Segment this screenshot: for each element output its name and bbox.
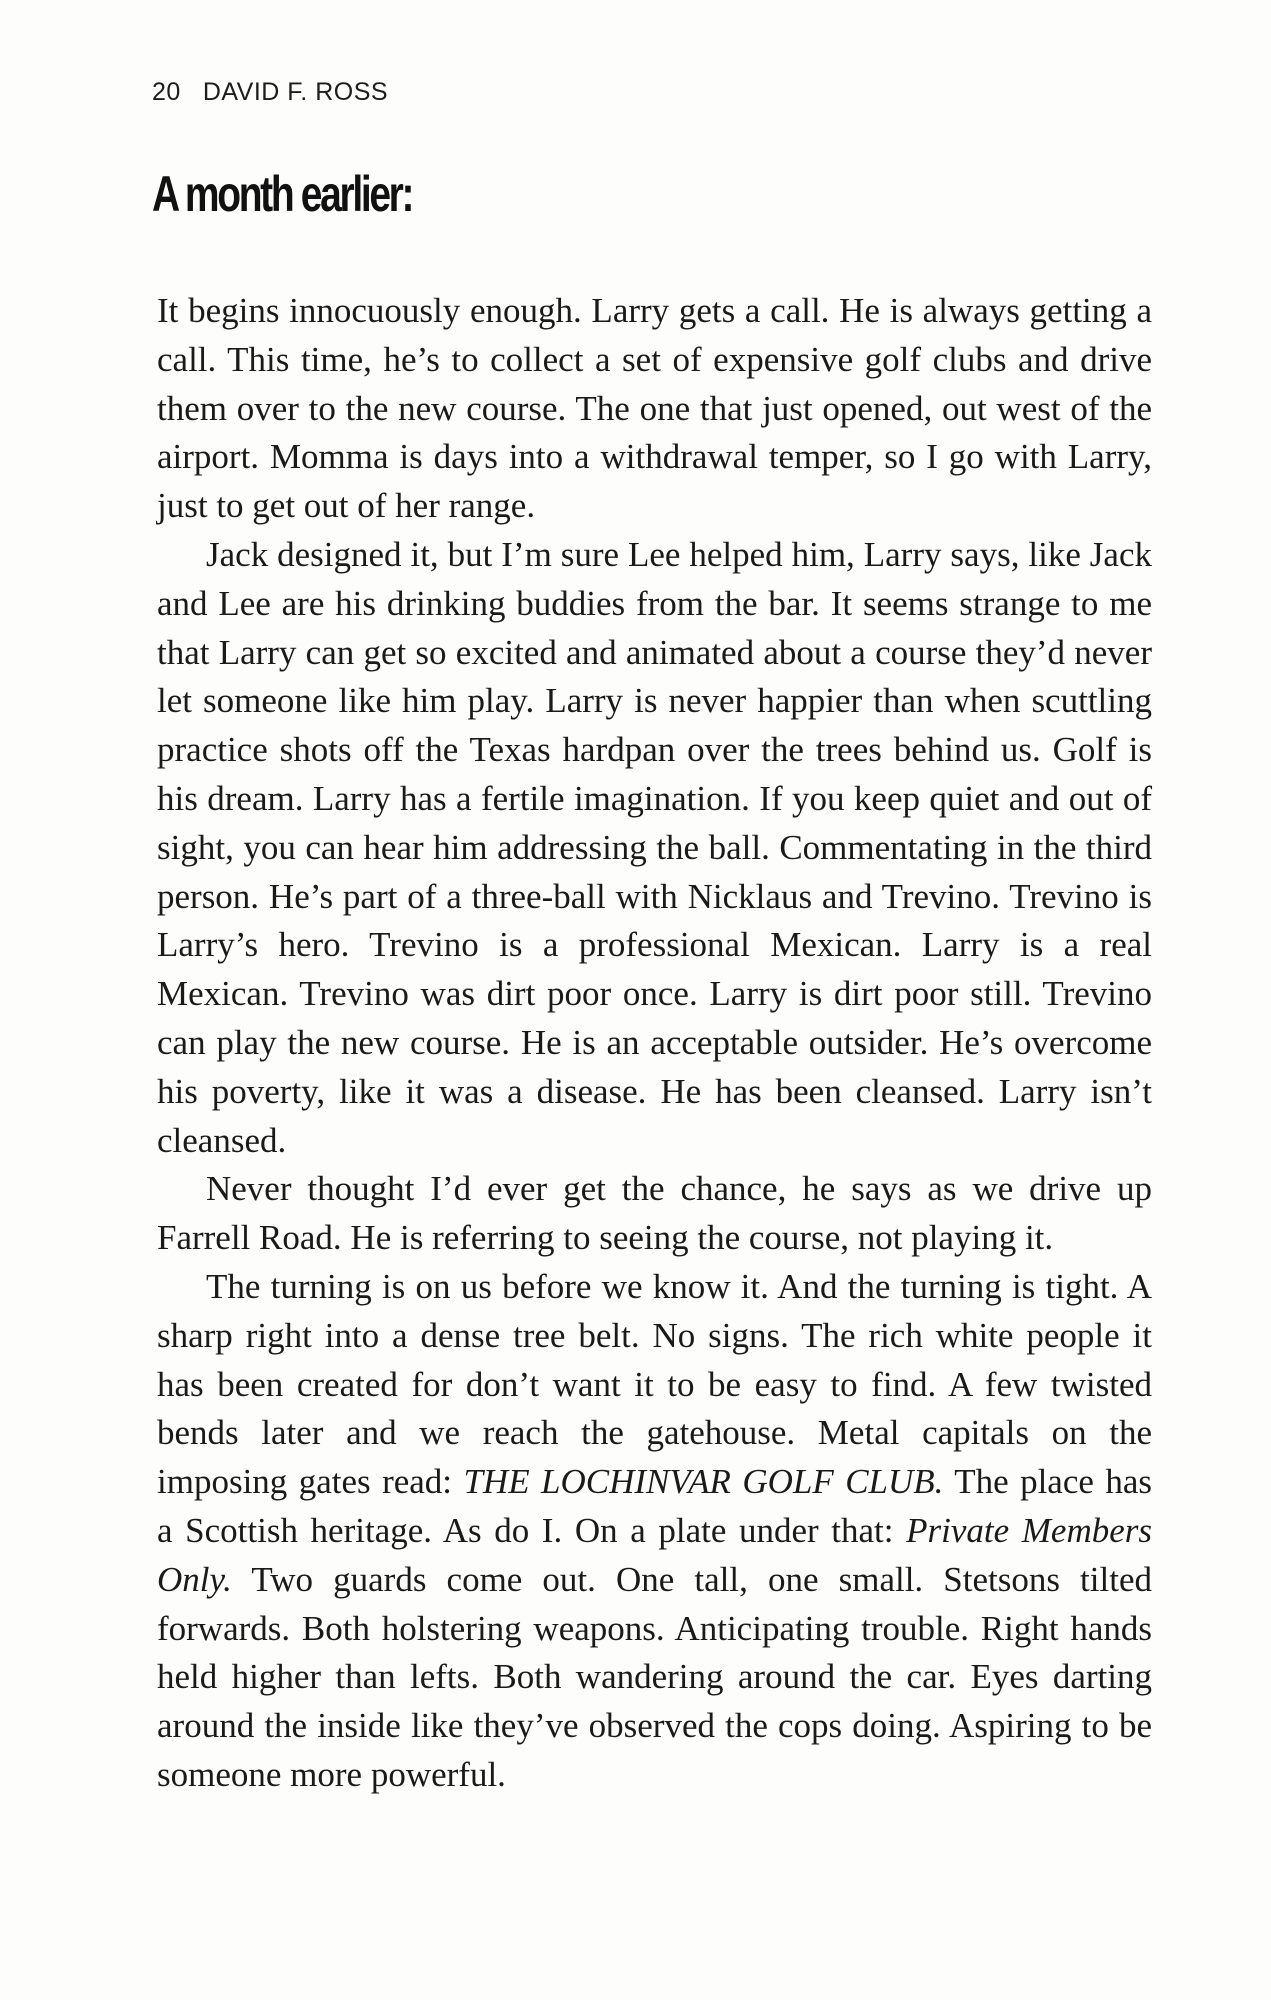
section-heading: A month earlier: [152,166,413,222]
page-number: 20 [152,78,181,106]
running-header [152,78,388,107]
paragraph-text: The place has a Scottish heritage. As do I. On a plate under that: [157,1462,1152,1550]
plate-sign-text: Private Members Only. [157,1510,1152,1599]
paragraph: Never thought I’d ever get the chance, he says as we drive up Farrell Road. He is referring to seeing the course, not playing it. [157,1169,1152,1258]
paragraph: It begins innocuously enough. Larry gets a call. He is always getting a call. This time, he’s to collect a set of expensive golf clubs and drive them over to the new course. The one that just opened, out west of the airport. Momma is days into a withdrawal temper, so I go with Larry, just to get out of her range. [157,291,1152,526]
paragraph: Jack designed it, but I’m sure Lee helped him, Larry says, like Jack and Lee are his drinking buddies from the bar. It seems strange to me that Larry can get so excited and animated about a course they’d never let someone like him play. Larry is never happier than when scuttling practice shots off the Texas hardpan over the trees behind us. Golf is his dream. Larry has a fertile imagination. If you keep quiet and out of sight, you can hear him addressing the ball. Commentating in the third person. He’s part of a three-ball with Nicklaus and Trevino. Trevino is Larry’s hero. Trevino is a professional Mexican. Larry is a real Mexican. Trevino was dirt poor once. Larry is dirt poor still. Trevino can play the new course. He is an acceptable outsider. He’s overcome his poverty, like it was a disease. He has been cleansed. Larry isn’t cleansed. [157,534,1152,1160]
paragraph [157,1263,1152,1800]
paragraph-text: The turning is on us before we know it. And the turning is tight. A sharp right into a dense tree belt. No signs. The rich white people it has been created for don’t want it to be easy to find. A few twisted bends later and we reach the gatehouse. Metal capitals on the imposing gates read: [157,1266,1152,1502]
body-text [157,287,1152,1800]
paragraph-text: Two guards come out. One tall, one small. Stetsons tilted forwards. Both holstering weapons. Anticipating trouble. Right hands held higher than lefts. Both wandering around the car. Eyes darting around the inside like they’ve observed the cops doing. Aspiring to be someone more powerful. [157,1559,1152,1794]
gate-sign-text: THE LOCHINVAR GOLF CLUB. [463,1462,944,1502]
author-name: DAVID F. ROSS [202,78,389,106]
